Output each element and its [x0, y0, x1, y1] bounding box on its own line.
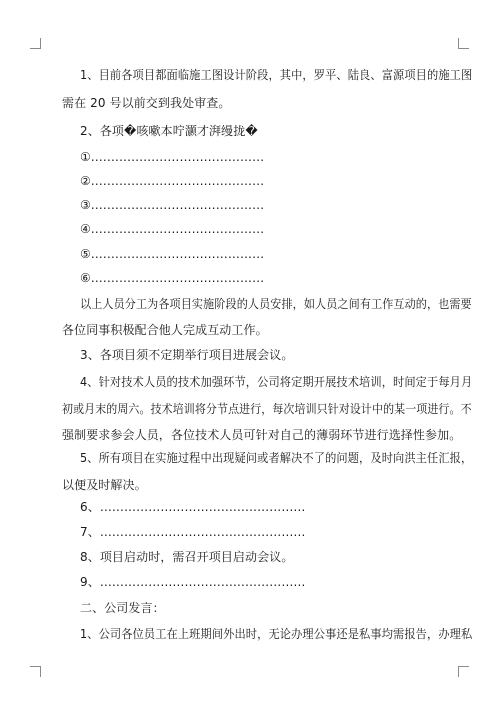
text-line: 各位同事积极配合他人完成互动工作。 — [62, 323, 268, 337]
text-line: 强制要求参会人员，各位技术人员可针对自己的薄弱环节进行选择性参加。 — [62, 428, 462, 442]
text-line: 1、公司各位员工在上班期间外出时，无论办理公事还是私事均需报告，办理私 — [80, 627, 473, 641]
text-line: 9、…………………………………………… — [80, 575, 306, 589]
text-line: ⑥.…………………………………… — [80, 271, 265, 285]
text-line: ①.…………………………………… — [80, 150, 265, 164]
text-line: 以上人员分工为各项目实施阶段的人员安排，如人员之间有工作互动的，也需要 — [80, 297, 472, 311]
crop-mark-top-right — [458, 38, 469, 49]
crop-mark-top-left — [30, 38, 41, 49]
text-line: 5、所有项目在实施过程中出现疑问或者解决不了的问题，及时向洪主任汇报， — [80, 451, 473, 465]
text-line: 二、公司发言： — [80, 601, 165, 615]
text-line: 需在 20 号以前交到我处审查。 — [62, 96, 231, 110]
text-line: 8、项目启动时，需召开项目启动会议。 — [80, 550, 294, 564]
crop-mark-bottom-left — [30, 666, 41, 677]
text-line: 以便及时解决。 — [62, 478, 147, 492]
crop-mark-bottom-right — [458, 666, 469, 677]
text-line: 初或月末的周六。技术培训将分节点进行，每次培训只针对设计中的某一项进行。不 — [62, 402, 472, 416]
text-line: 2、各项�咳嗽本咛灏才湃缦拢� — [80, 124, 258, 138]
text-line: 4、针对技术人员的技术加强环节，公司将定期开展技术培训，时间定于每月月 — [80, 375, 473, 389]
text-line: 7、…………………………………………… — [80, 525, 306, 539]
text-line: ⑤.…………………………………… — [80, 247, 265, 261]
text-line: 1、目前各项目都面临施工图设计阶段，其中，罗平、陆良、富源项目的施工图 — [80, 68, 473, 82]
text-line: ③.…………………………………… — [80, 198, 265, 212]
text-line: ④.…………………………………… — [80, 222, 265, 236]
text-line: 3、各项目须不定期举行项目进展会议。 — [80, 348, 294, 362]
text-line: 6、…………………………………………… — [80, 500, 306, 514]
text-line: ②.…………………………………… — [80, 174, 265, 188]
